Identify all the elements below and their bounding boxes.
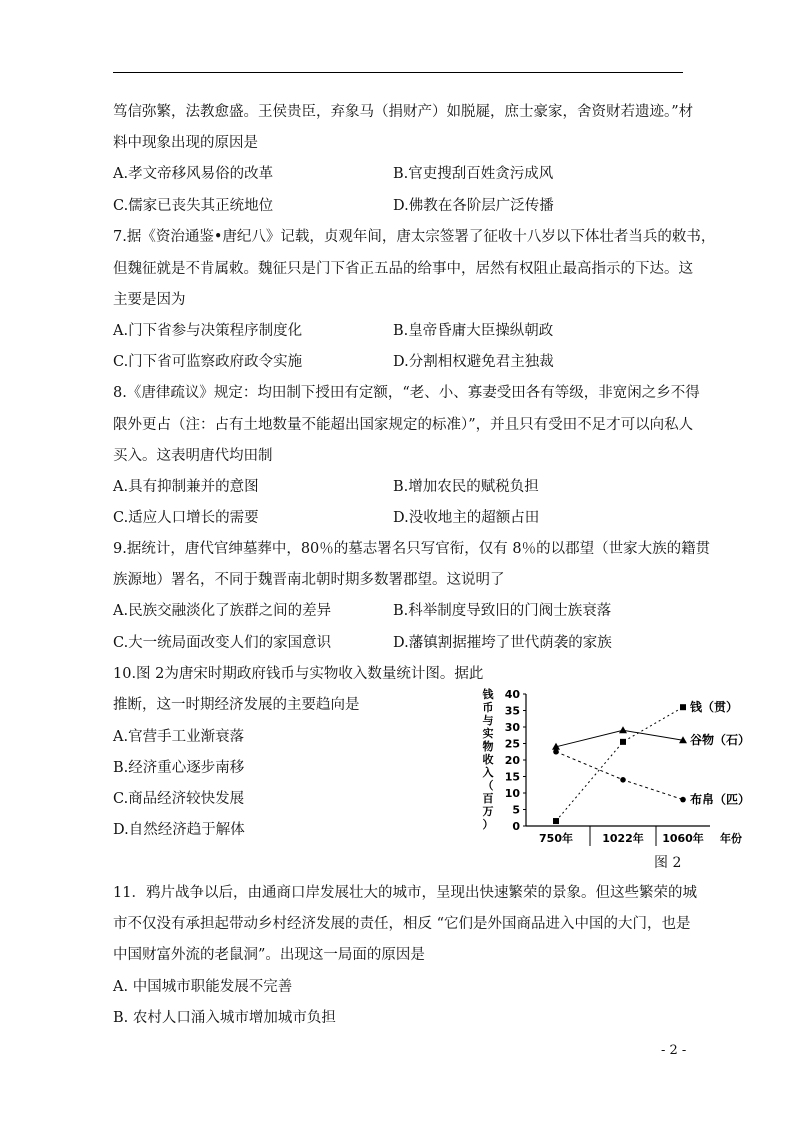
q9-option-c: C.大一统局面改变人们的家国意识 [113, 635, 332, 651]
y-tick-label: 0 [512, 820, 520, 833]
q7-text-line3: 主要是因为 [113, 292, 186, 308]
q9-option-a: A.民族交融淡化了族群之间的差异 [113, 603, 332, 619]
q11-option-a: A. 中国城市职能发展不完善 [113, 979, 293, 995]
y-tick-label: 15 [504, 770, 520, 784]
q10-text-line1: 10.图 2为唐宋时期政府钱币与实物收入数量统计图。据此 [113, 666, 484, 682]
q6-option-c: C.儒家已丧失其正统地位 [113, 198, 274, 214]
y-tick-label: 10 [504, 787, 520, 800]
q7-option-b: B.皇帝昏庸大臣操纵朝政 [393, 323, 554, 339]
figure-caption: 图 2 [654, 855, 682, 871]
q9-option-b: B.科举制度导致旧的门阀士族衰落 [393, 603, 612, 619]
header-rule [113, 72, 683, 73]
series-line [556, 752, 683, 800]
data-point-triangle [619, 726, 627, 733]
q8-text-line3: 买入。这表明唐代均田制 [113, 448, 273, 464]
data-point-square [620, 739, 626, 745]
q9-option-d: D.藩镇割据摧垮了世代荫袭的家族 [393, 635, 612, 651]
y-tick-label: 40 [504, 688, 520, 701]
q10-option-c: C.商品经济较快发展 [113, 791, 245, 807]
x-tick-label: 750年 [539, 832, 573, 845]
q8-option-b: B.增加农民的赋税负担 [393, 479, 539, 495]
series-label: 钱（贯） [690, 700, 739, 715]
q6-option-d: D.佛教在各阶层广泛传播 [393, 198, 554, 214]
q8-text-line2: 限外更占（注：占有土地数量不能超出国家规定的标准）”，并且只有受田不足才可以向私人 [113, 417, 694, 433]
data-point-square [680, 704, 686, 710]
q8-option-a: A.具有抑制兼并的意图 [113, 479, 259, 495]
q11-option-b: B. 农村人口涌入城市增加城市负担 [113, 1010, 336, 1026]
q6-text-line1: 笃信弥繁，法教愈盛。王侯贵臣，弃象马（捐财产）如脱屣，庶士豪家，舍资财若遗迹。”材 [113, 104, 694, 120]
q7-option-a: A.门下省参与决策程序制度化 [113, 323, 303, 339]
y-axis-label-char: 钱 [482, 688, 494, 701]
q7-text-line1: 7.据《资治通鉴•唐纪八》记载，贞观年间，唐太宗签署了征收十八岁以下体壮者当兵的敕书， [113, 229, 716, 245]
y-axis-label-char: 币 [482, 701, 494, 714]
y-tick-label: 30 [504, 721, 520, 734]
data-point-circle [553, 749, 559, 755]
q7-option-c: C.门下省可监察政府政令实施 [113, 354, 303, 370]
q11-text-line1: 11．鸦片战争以后，由通商口岸发展壮大的城市，呈现出快速繁荣的景象。但这些繁荣的城 [113, 885, 697, 901]
y-axis-label-char: 万 [482, 805, 494, 818]
x-axis-label: 年份 [720, 832, 742, 845]
x-tick-label: 1060年 [662, 832, 704, 845]
q6-option-b: B.官吏搜刮百姓贪污成风 [393, 166, 554, 182]
q7-option-d: D.分割相权避免君主独裁 [393, 354, 554, 370]
q8-text-line1: 8.《唐律疏议》规定：均田制下授田有定额，“老、小、寡妻受田各有等级，非宽闲之乡不得 [113, 385, 700, 401]
series-label: 谷物（石） [690, 733, 751, 748]
y-axis-label-char: 收 [482, 753, 494, 766]
data-point-circle [620, 777, 626, 783]
q6-option-a: A.孝文帝移风易俗的改革 [113, 166, 274, 182]
q8-option-c: C.适应人口增长的需要 [113, 510, 259, 526]
data-point-square [553, 818, 559, 824]
q11-text-line2: 市不仅没有承担起带动乡村经济发展的责任，相反 “它们是外国商品进入中国的大门，也是 [113, 916, 691, 932]
y-axis-label-char: 与 [482, 714, 494, 727]
q10-option-d: D.自然经济趋于解体 [113, 822, 245, 838]
y-axis-label-char: 实 [482, 727, 494, 740]
q10-text-line2: 推断，这一时期经济发展的主要趋向是 [113, 697, 360, 713]
y-axis-label-char: 入 [482, 766, 494, 779]
y-axis-label-char: 百 [482, 792, 494, 805]
q7-text-line2: 但魏征就是不肯属敕。魏征只是门下省正五品的给事中，居然有权阻止最高指示的下达。这 [113, 261, 693, 277]
x-tick-label: 1022年 [602, 832, 644, 845]
y-tick-label: 25 [504, 737, 520, 751]
page-number: - 2 - [661, 1043, 687, 1058]
q10-option-b: B.经济重心逐步南移 [113, 760, 245, 776]
y-tick-label: 20 [504, 754, 520, 767]
y-axis-label-char: ） [482, 818, 494, 831]
series-label: 布帛（匹） [690, 792, 751, 807]
q6-text-line2: 料中现象出现的原因是 [113, 135, 258, 151]
series-line [556, 707, 683, 821]
q8-option-d: D.没收地主的超额占田 [393, 510, 540, 526]
y-tick-label: 35 [504, 704, 520, 718]
y-tick-label: 5 [512, 803, 520, 817]
data-point-circle [680, 797, 686, 803]
q10-option-a: A.官营手工业渐衰落 [113, 729, 245, 745]
y-axis-label-char: （ [482, 779, 494, 792]
q9-text-line1: 9.据统计，唐代官绅墓葬中，80％的墓志署名只写官衔，仅有 8％的以郡望（世家大族的籍贯 [113, 541, 711, 557]
y-axis-label-char: 物 [482, 740, 494, 753]
q9-text-line2: 族源地）署名，不同于魏晋南北朝时期多数署郡望。这说明了 [113, 572, 505, 588]
q11-text-line3: 中国财富外流的老鼠洞”。出现这一局面的原因是 [113, 947, 425, 963]
income-line-chart [478, 686, 778, 866]
